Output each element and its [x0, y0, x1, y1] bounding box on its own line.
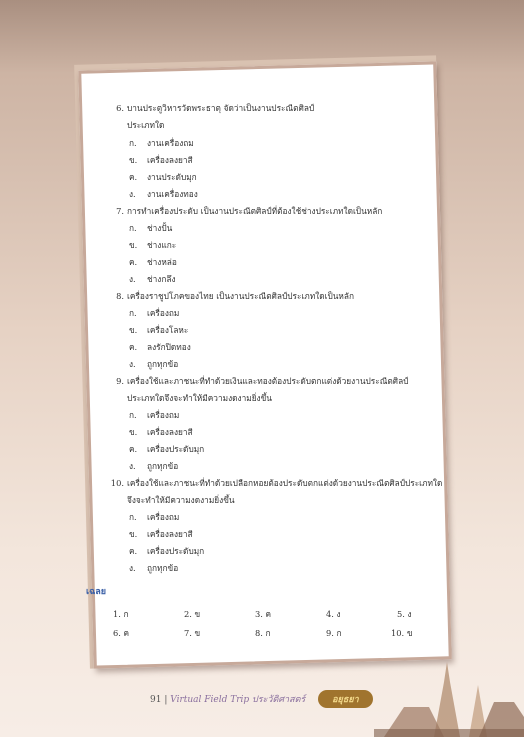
option[interactable]: ก. เครื่องถม	[129, 410, 180, 420]
answer-item: 3. ค	[255, 609, 272, 619]
question-number: 8.	[116, 291, 124, 301]
page-footer	[150, 690, 373, 708]
option[interactable]: ง. งานเครื่องทอง	[129, 189, 198, 199]
option[interactable]: ค. งานประดับมุก	[129, 172, 197, 182]
book-title: Virtual Field Trip ประวัติศาสตร์	[170, 695, 306, 705]
answer-item: 1. ก	[113, 609, 129, 619]
page-number: 91	[150, 695, 162, 705]
question-text: การทำเครื่องประดับ เป็นงานประณีตศิลป์ที่ต้องใช้ช่างประเภทใดเป็นหลัก	[127, 206, 383, 216]
option[interactable]: ค. ช่างหล่อ	[129, 257, 177, 267]
answer-item: 8. ก	[255, 628, 271, 638]
option[interactable]: ก. เครื่องถม	[129, 512, 180, 522]
option[interactable]: ก. ช่างปั้น	[129, 223, 173, 233]
temple-illustration	[374, 657, 524, 737]
question-number: 10.	[110, 478, 124, 488]
option[interactable]: ง. ถูกทุกข้อ	[129, 359, 179, 369]
question-number: 6.	[116, 103, 124, 113]
option[interactable]: ค. ลงรักปิดทอง	[129, 342, 191, 352]
option[interactable]: ง. ถูกทุกข้อ	[129, 461, 179, 471]
answer-item: 9. ก	[326, 628, 342, 638]
question-10	[110, 475, 442, 492]
option[interactable]: ง. ถูกทุกข้อ	[129, 563, 179, 573]
answer-item: 10. ข	[391, 628, 413, 638]
question-text: เครื่องใช้และภาชนะที่ทำด้วยเปลือกหอยต้องประดับตกแต่งด้วยงานประณีตศิลป์ประเภทใด	[127, 478, 443, 488]
question-text: เครื่องราชูปโภคของไทย เป็นงานประณีตศิลป์ประเภทใดเป็นหลัก	[127, 291, 354, 301]
footer-separator: |	[164, 695, 168, 705]
question-9-line2: ประเภทใดจึงจะทำให้มีความงดงามยิ่งขึ้น	[127, 393, 272, 403]
question-8	[110, 288, 354, 305]
answer-item: 7. ข	[184, 628, 201, 638]
chapter-badge: อยุธยา	[318, 690, 373, 708]
question-6-line2: ประเภทใด	[127, 120, 165, 130]
option[interactable]: ข. เครื่องโลหะ	[129, 325, 189, 335]
question-6	[110, 100, 314, 117]
option[interactable]: ก. เครื่องถม	[129, 308, 180, 318]
option[interactable]: ข. เครื่องลงยาสี	[129, 427, 193, 437]
option[interactable]: ก. งานเครื่องถม	[129, 138, 194, 148]
question-text: เครื่องใช้และภาชนะที่ทำด้วยเงินและทองต้องประดับตกแต่งด้วยงานประณีตศิลป์	[127, 376, 409, 386]
answer-item: 6. ค	[113, 628, 130, 638]
option[interactable]: ค. เครื่องประดับมุก	[129, 444, 205, 454]
question-9	[110, 373, 408, 390]
question-10-line2: จึงจะทำให้มีความงดงามยิ่งขึ้น	[127, 495, 235, 505]
answers-title: เฉลย	[86, 587, 106, 597]
option[interactable]: ค. เครื่องประดับมุก	[129, 546, 205, 556]
question-text: บานประตูวิหารวัดพระธาตุ จัดว่าเป็นงานประณีตศิลป์	[127, 103, 315, 113]
question-number: 7.	[116, 206, 124, 216]
option[interactable]: ข. เครื่องลงยาสี	[129, 529, 193, 539]
answer-item: 5. ง	[397, 609, 412, 619]
option[interactable]: ข. เครื่องลงยาสี	[129, 155, 193, 165]
option[interactable]: ง. ช่างกลึง	[129, 274, 176, 284]
option[interactable]: ข. ช่างแกะ	[129, 240, 177, 250]
answer-item: 4. ง	[326, 609, 341, 619]
answer-item: 2. ข	[184, 609, 201, 619]
question-7	[110, 203, 382, 220]
question-number: 9.	[116, 376, 124, 386]
